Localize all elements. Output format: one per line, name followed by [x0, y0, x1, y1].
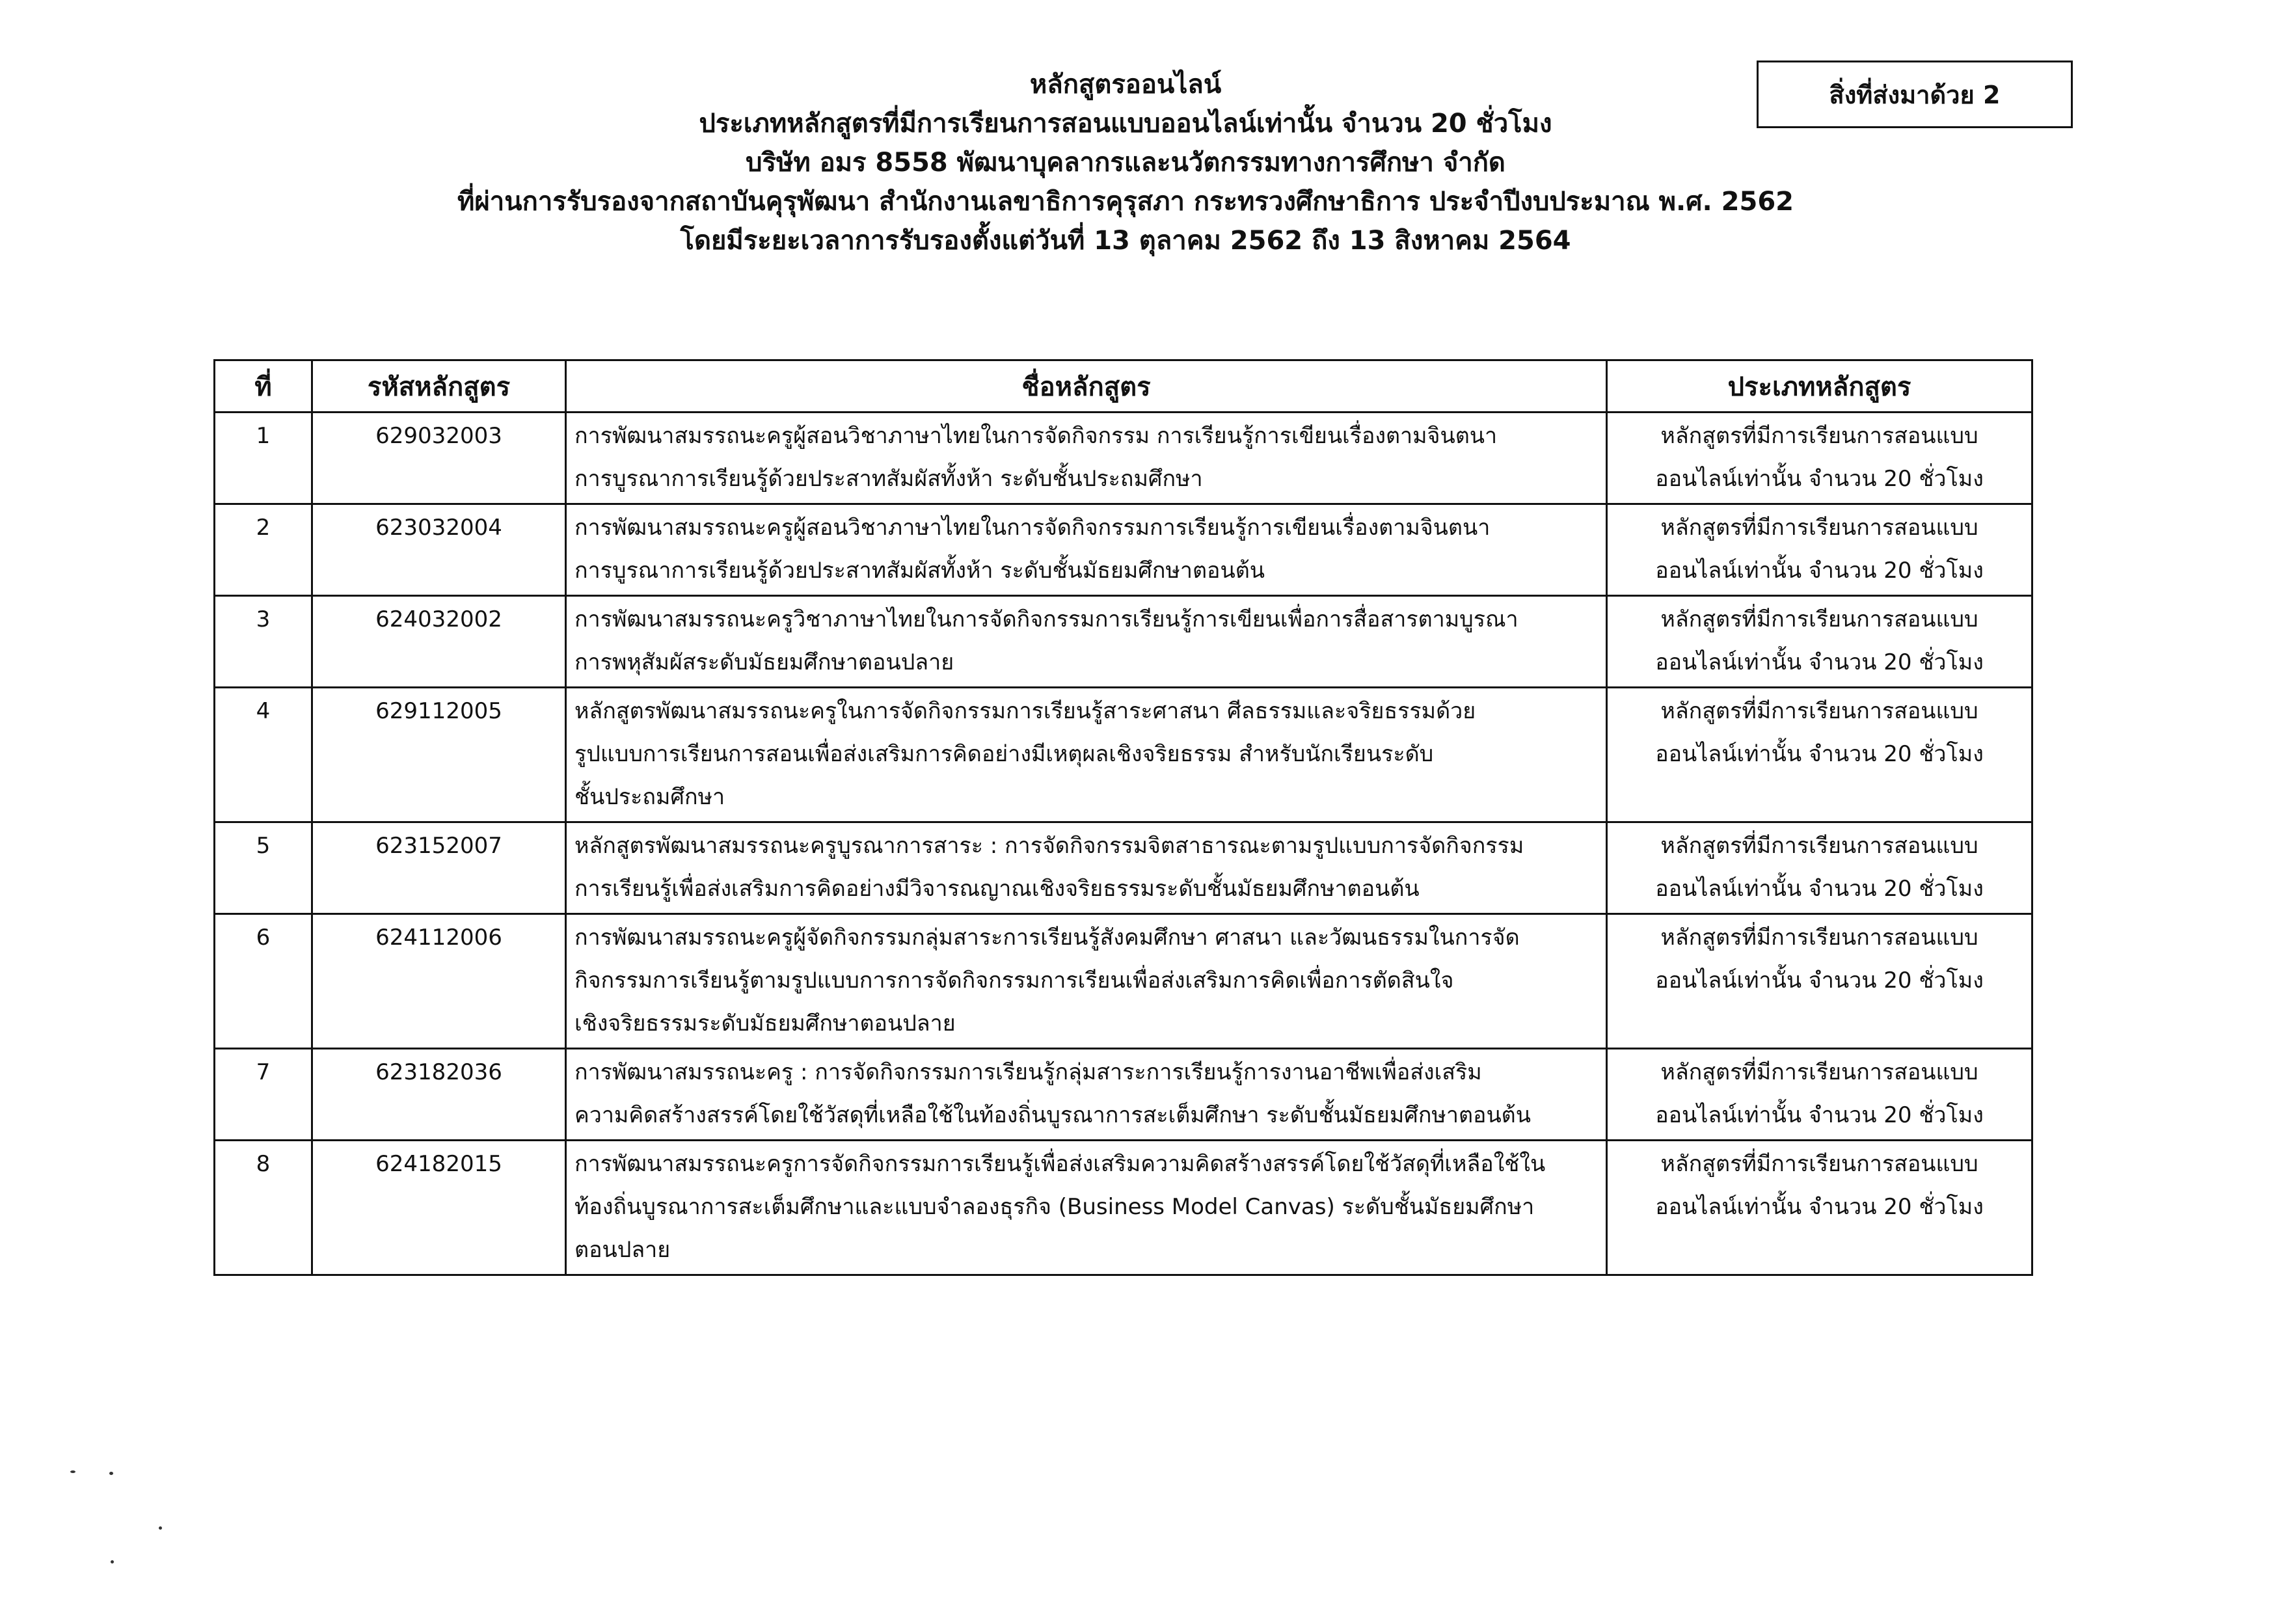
course-name-line: ความคิดสร้างสรรค์โดยใช้วัสดุที่เหลือใช้ในท้องถิ่นบูรณาการสะเต็มศึกษา ระดับชั้นมัธยมศึกษาตอนต้น — [574, 1102, 1532, 1128]
course-name-line: กิจกรรมการเรียนรู้ตามรูปแบบการการจัดกิจกรรมการเรียนเพื่อส่งเสริมการคิดเพื่อการตัดสินใจ — [574, 968, 1454, 994]
course-code: 629112005 — [312, 688, 566, 822]
course-name-line: ตอนปลาย — [574, 1237, 671, 1263]
course-name-line: เชิงจริยธรรมระดับมัธยมศึกษาตอนปลาย — [574, 1010, 956, 1036]
course-type — [1607, 504, 2032, 596]
course-name-line: ท้องถิ่นบูรณาการสะเต็มศึกษาและแบบจำลองธุรกิจ (Business Model Canvas) ระดับชั้นมัธยมศึกษา — [574, 1194, 1535, 1220]
course-name-line: หลักสูตรพัฒนาสมรรถนะครูในการจัดกิจกรรมการเรียนรู้สาระศาสนา ศีลธรรมและจริยธรรมด้วย — [574, 698, 1476, 724]
course-type — [1607, 914, 2032, 1049]
table-row — [215, 413, 2032, 504]
course-name — [566, 1141, 1607, 1275]
row-number: 4 — [215, 688, 312, 822]
table-row — [215, 914, 2032, 1049]
course-code: 623032004 — [312, 504, 566, 596]
course-type-line: หลักสูตรที่มีการเรียนการสอนแบบ — [1660, 515, 1978, 541]
course-type-line: หลักสูตรที่มีการเรียนการสอนแบบ — [1660, 1151, 1978, 1177]
course-type-line: หลักสูตรที่มีการเรียนการสอนแบบ — [1660, 833, 1978, 859]
row-number: 3 — [215, 596, 312, 688]
course-code: 624112006 — [312, 914, 566, 1049]
header-company: บริษัท อมร 8558 พัฒนาบุคลากรและนวัตกรรมทางการศึกษา จำกัด — [746, 148, 1505, 178]
course-name — [566, 914, 1607, 1049]
scan-speck — [111, 1560, 114, 1563]
course-type — [1607, 413, 2032, 504]
course-code: 623152007 — [312, 822, 566, 914]
course-name-line: การบูรณาการเรียนรู้ด้วยประสาทสัมผัสทั้งห้า ระดับชั้นมัธยมศึกษาตอนต้น — [574, 558, 1265, 584]
course-type-line: หลักสูตรที่มีการเรียนการสอนแบบ — [1660, 925, 1978, 951]
course-name — [566, 688, 1607, 822]
scan-speck — [109, 1472, 113, 1475]
course-type — [1607, 1141, 2032, 1275]
course-code: 623182036 — [312, 1049, 566, 1141]
course-type-line: หลักสูตรที่มีการเรียนการสอนแบบ — [1660, 698, 1978, 724]
course-type-line: ออนไลน์เท่านั้น จำนวน 20 ชั่วโมง — [1655, 558, 1984, 584]
course-type-line: ออนไลน์เท่านั้น จำนวน 20 ชั่วโมง — [1655, 1102, 1984, 1128]
row-number: 5 — [215, 822, 312, 914]
course-type-line: หลักสูตรที่มีการเรียนการสอนแบบ — [1660, 1059, 1978, 1085]
attachment-label: สิ่งที่ส่งมาด้วย 2 — [1757, 61, 2073, 128]
course-name — [566, 504, 1607, 596]
course-name-line: การพหุสัมผัสระดับมัธยมศึกษาตอนปลาย — [574, 649, 954, 675]
course-type-line: ออนไลน์เท่านั้น จำนวน 20 ชั่วโมง — [1655, 741, 1984, 767]
scan-speck — [159, 1526, 162, 1530]
table-header-row — [215, 360, 2032, 413]
course-table — [213, 359, 2033, 1276]
header-accreditation: ที่ผ่านการรับรองจากสถาบันคุรุพัฒนา สำนักงานเลขาธิการคุรุสภา กระทรวงศึกษาธิการ ประจำปีงบประมาณ พ.ศ. 2562 — [457, 187, 1794, 217]
course-name-line: การพัฒนาสมรรถนะครูผู้สอนวิชาภาษาไทยในการจัดกิจกรรม การเรียนรู้การเขียนเรื่องตามจินตนา — [574, 423, 1498, 449]
document-header — [260, 65, 1991, 260]
table-row — [215, 688, 2032, 822]
course-type-line: หลักสูตรที่มีการเรียนการสอนแบบ — [1660, 423, 1978, 449]
course-type-line: ออนไลน์เท่านั้น จำนวน 20 ชั่วโมง — [1655, 876, 1984, 902]
course-code: 624032002 — [312, 596, 566, 688]
course-name — [566, 596, 1607, 688]
header-course-type: ประเภทหลักสูตรที่มีการเรียนการสอนแบบออนไลน์เท่านั้น จำนวน 20 ชั่วโมง — [699, 109, 1552, 139]
header-validity-period: โดยมีระยะเวลาการรับรองตั้งแต่วันที่ 13 ตุลาคม 2562 ถึง 13 สิงหาคม 2564 — [680, 226, 1571, 256]
table-row — [215, 822, 2032, 914]
course-type-line: ออนไลน์เท่านั้น จำนวน 20 ชั่วโมง — [1655, 466, 1984, 492]
course-type — [1607, 688, 2032, 822]
header-no: ที่ — [215, 360, 312, 413]
course-name-line: การเรียนรู้เพื่อส่งเสริมการคิดอย่างมีวิจารณญาณเชิงจริยธรรมระดับชั้นมัธยมศึกษาตอนต้น — [574, 876, 1420, 902]
course-type-line: ออนไลน์เท่านั้น จำนวน 20 ชั่วโมง — [1655, 649, 1984, 675]
course-name-line: การพัฒนาสมรรถนะครูการจัดกิจกรรมการเรียนรู้เพื่อส่งเสริมความคิดสร้างสรรค์โดยใช้วัสดุที่เหลือใช้ใน — [574, 1151, 1546, 1177]
course-type-line: ออนไลน์เท่านั้น จำนวน 20 ชั่วโมง — [1655, 1194, 1984, 1220]
header-title: หลักสูตรออนไลน์ — [1029, 70, 1222, 100]
course-name-line: การบูรณาการเรียนรู้ด้วยประสาทสัมผัสทั้งห้า ระดับชั้นประถมศึกษา — [574, 466, 1203, 492]
header-type: ประเภทหลักสูตร — [1607, 360, 2032, 413]
course-type-line: หลักสูตรที่มีการเรียนการสอนแบบ — [1660, 606, 1978, 632]
row-number: 7 — [215, 1049, 312, 1141]
course-name-line: การพัฒนาสมรรถนะครูผู้สอนวิชาภาษาไทยในการจัดกิจกรรมการเรียนรู้การเขียนเรื่องตามจินตนา — [574, 515, 1491, 541]
course-code: 624182015 — [312, 1141, 566, 1275]
header-code: รหัสหลักสูตร — [312, 360, 566, 413]
course-name-line: การพัฒนาสมรรถนะครูวิชาภาษาไทยในการจัดกิจกรรมการเรียนรู้การเขียนเพื่อการสื่อสารตามบูรณา — [574, 606, 1518, 632]
course-type — [1607, 822, 2032, 914]
row-number: 1 — [215, 413, 312, 504]
course-name-line: การพัฒนาสมรรถนะครู : การจัดกิจกรรมการเรียนรู้กลุ่มสาระการเรียนรู้การงานอาชีพเพื่อส่งเสริม — [574, 1059, 1482, 1085]
course-name-line: การพัฒนาสมรรถนะครูผู้จัดกิจกรรมกลุ่มสาระการเรียนรู้สังคมศึกษา ศาสนา และวัฒนธรรมในการจัด — [574, 925, 1520, 951]
course-name — [566, 1049, 1607, 1141]
row-number: 2 — [215, 504, 312, 596]
course-type — [1607, 1049, 2032, 1141]
row-number: 6 — [215, 914, 312, 1049]
table-row — [215, 1141, 2032, 1275]
table-row — [215, 504, 2032, 596]
course-name-line: หลักสูตรพัฒนาสมรรถนะครูบูรณาการสาระ : การจัดกิจกรรมจิตสาธารณะตามรูปแบบการจัดกิจกรรม — [574, 833, 1524, 859]
table-body — [215, 413, 2032, 1275]
course-name-line: รูปแบบการเรียนการสอนเพื่อส่งเสริมการคิดอย่างมีเหตุผลเชิงจริยธรรม สำหรับนักเรียนระดับ — [574, 741, 1434, 767]
course-name-line: ชั้นประถมศึกษา — [574, 784, 725, 810]
course-type-line: ออนไลน์เท่านั้น จำนวน 20 ชั่วโมง — [1655, 968, 1984, 994]
scan-speck — [70, 1470, 75, 1473]
course-type — [1607, 596, 2032, 688]
course-name — [566, 822, 1607, 914]
course-code: 629032003 — [312, 413, 566, 504]
row-number: 8 — [215, 1141, 312, 1275]
table-row — [215, 596, 2032, 688]
course-name — [566, 413, 1607, 504]
table-row — [215, 1049, 2032, 1141]
header-name: ชื่อหลักสูตร — [566, 360, 1607, 413]
